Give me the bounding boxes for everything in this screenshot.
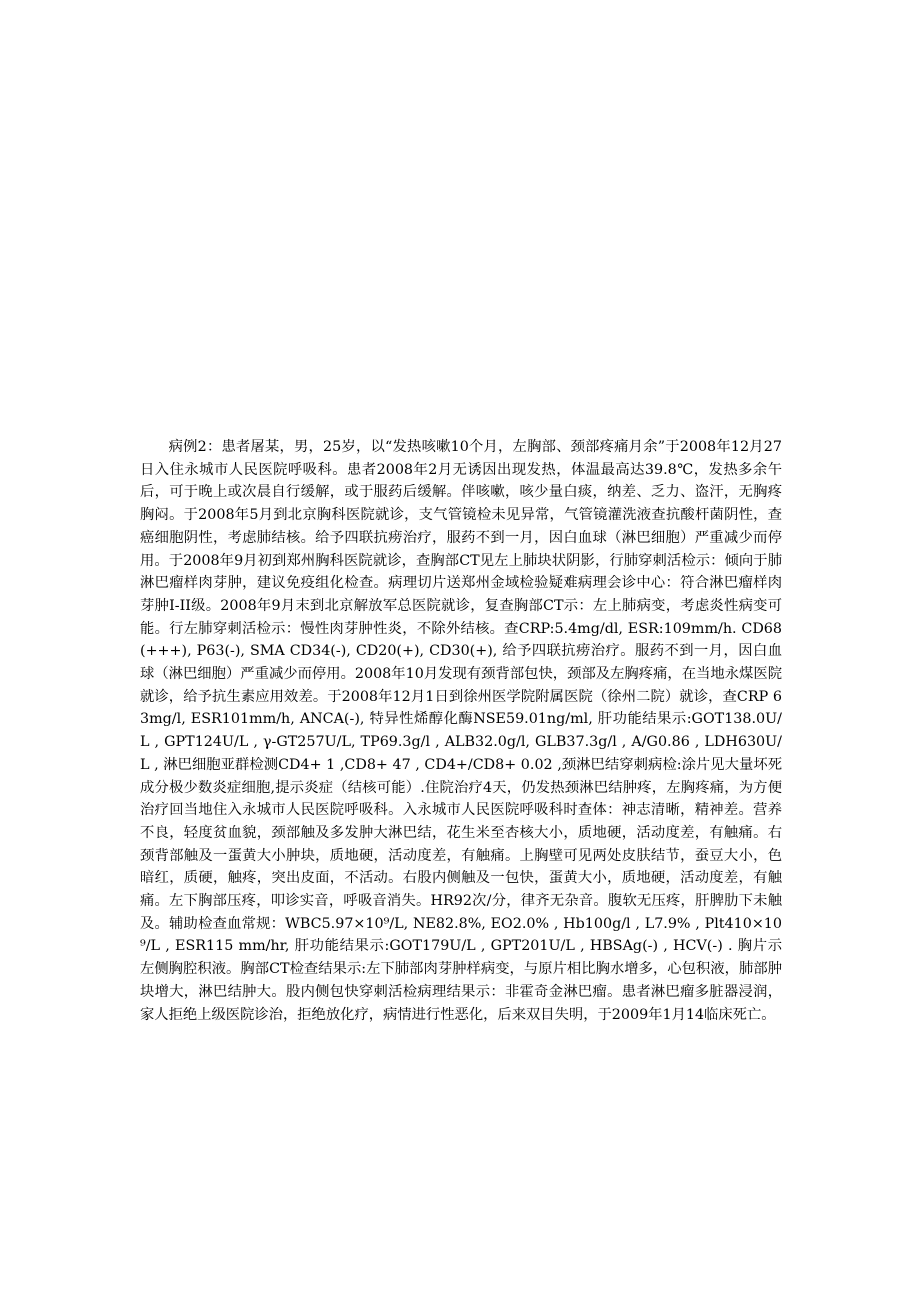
case-report-paragraph: 病例2：患者屠某，男，25岁，以“发热咳嗽10个月，左胸部、颈部疼痛月余”于2008年12月27日入住永城市人民医院呼吸科。患者2008年2月无诱因出现发热，体温最高达39.8℃，发热多余午后，可于晚上或次晨自行缓解，或于服药后缓解。伴咳嗽，咳少量白痰，纳差、乏力、盗汗，无胸疼胸闷。于2008年5月到北京胸科医院就诊，支气管镜检未见异常，气管镜灌洗液查抗酸杆菌阴性，查癌细胞阴性，考虑肺结核。给予四联抗痨治疗，服药不到一月，因白血球（淋巴细胞）严重减少而停用。于2008年9月初到郑州胸科医院就诊，查胸部CT见左上肺块状阴影，行肺穿刺活检示：倾向于肺淋巴瘤样肉芽肿，建议免疫组化检查。病理切片送郑州金域检验疑难病理会诊中心：符合淋巴瘤样肉芽肿I-II级。2008年9月末到北京解放军总医院就诊，复查胸部CT示：左上肺病变，考虑炎性病变可能。行左肺穿刺活检示：慢性肉芽肿性炎，不除外结核。查CRP:5.4mg/dl, ESR:109mm/h. CD68(+++), P63(-), SMA CD34(-), CD20(+), CD30(+), 给予四联抗痨治疗。服药不到一月，因白血球（淋巴细胞）严重减少而停用。2008年10月发现有颈背部包快，颈部及左胸疼痛，在当地永煤医院就诊，给予抗生素应用效差。于2008年12月1日到徐州医学院附属医院（徐州二院）就诊，查CRP 63mg/l, ESR101mm/h, ANCA(-), 特异性烯醇化酶NSE59.01ng/ml, 肝功能结果示:GOT138.0U/L , GPT124U/L , γ-GT257U/L, TP69.3g/l , ALB32.0g/l, GLB37.3g/l , A/G0.86 , LDH630U/L , 淋巴细胞亚群检测CD4+ 1 ,CD8+ 47 , CD4+/CD8+ 0.02 ,颈淋巴结穿刺病检:涂片见大量坏死成分极少数炎症细胞,提示炎症（结核可能）.住院治疗4天，仍发热颈淋巴结肿疼，左胸疼痛，为方便治疗回当地住入永城市人民医院呼吸科。入永城市人民医院呼吸科时查体：神志清晰，精神差。营养不良，轻度贫血貌，颈部触及多发肿大淋巴结，花生米至杏核大小，质地硬，活动度差，有触痛。右颈背部触及一蛋黄大小肿块，质地硬，活动度差，有触痛。上胸壁可见两处皮肤结节，蚕豆大小，色暗红，质硬，触疼，突出皮面，不活动。右股内侧触及一包快，蛋黄大小，质地硬，活动度差，有触痛。左下胸部压疼，叩诊实音，呼吸音消失。HR92次/分，律齐无杂音。腹软无压疼，肝脾肋下未触及。辅助检查血常规：WBC5.97×10⁹/L, NE82.8%, EO2.0% , Hb100g/l , L7.9% , Plt410×10⁹/L , ESR115 mm/hr, 肝功能结果示:GOT179U/L , GPT201U/L , HBSAg(-) , HCV(-) . 胸片示左侧胸腔积液。胸部CT检查结果示:左下肺部肉芽肿样病变，与原片相比胸水增多，心包积液，肺部肿块增大，淋巴结肿大。股内侧包快穿刺活检病理结果示：非霍奇金淋巴瘤。患者淋巴瘤多脏器浸润，家人拒绝上级医院诊治，拒绝放化疗，病情进行性恶化，后来双目失明，于2009年1月14临床死亡。: [140, 439, 782, 1023]
